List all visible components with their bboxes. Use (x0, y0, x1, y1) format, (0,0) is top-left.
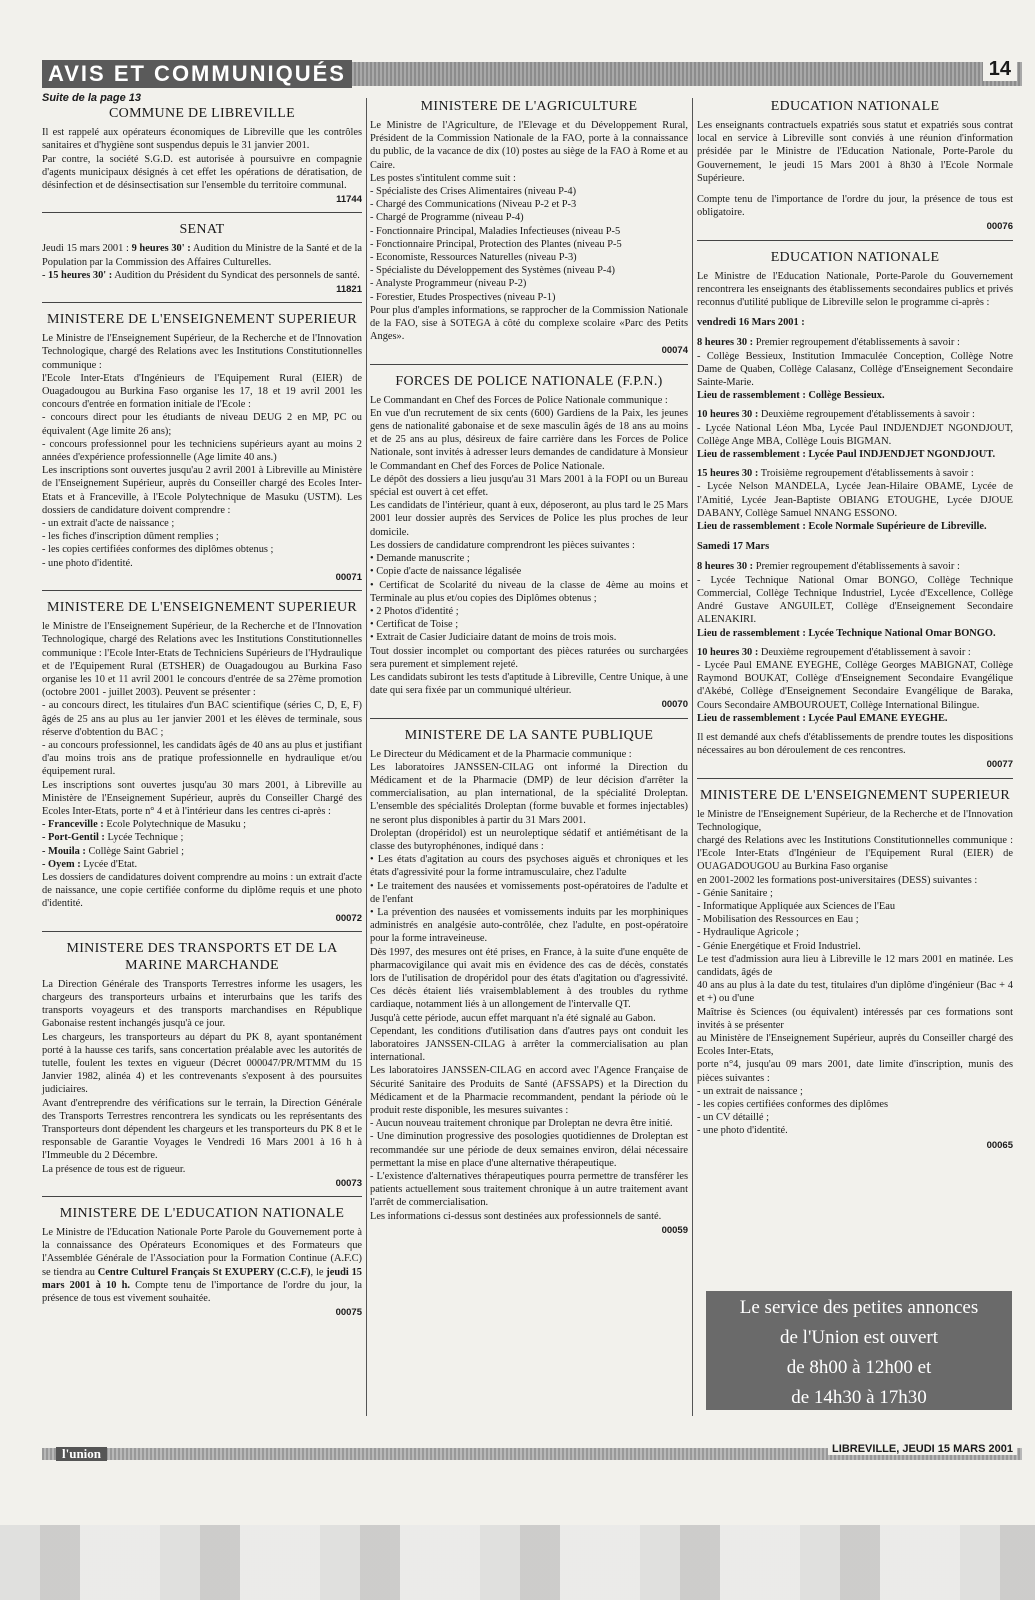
article-title: EDUCATION NATIONALE (770, 99, 940, 114)
article-text: Il est rappelé aux opérateurs économiques de Libreville que les contrôles sanitaires et d'hygiène sont suspendus depuis le 31 janvier 2001. (42, 127, 362, 152)
city: - Mouila : (42, 845, 86, 857)
centre-item (42, 858, 362, 871)
session-venue: Lieu de rassemblement : Lycée Technique National Omar BONGO. (697, 627, 996, 639)
text: Audition du Ministre de la Santé et de la Population par la Commission des Affaires Culturelles. (42, 243, 362, 268)
article-commune-libreville (42, 105, 362, 213)
article-line: - au concours professionnel, les candidats âgés de 40 ans au plus et justifiant d'au moins trois ans de pratique professionnelle en hydraulique et/ou équipement rural. (42, 739, 362, 778)
text: Le Ministre de l'Education Nationale Porte Parole du Gouvernement porte à la connaissance des Opérateurs Economiques et des Formateurs que l'Assemblée Générale de l'Association pour la Formation Continue (A.F.C) se tiendra au (42, 1227, 362, 1278)
article-line: en 2001-2002 les formations post-universitaires (DESS) suivantes : (697, 874, 978, 886)
article-title: MINISTERE DES TRANSPORTS ET DE LA MARINE MARCHANDE (66, 940, 338, 973)
article-text (42, 1226, 362, 1305)
article-line: • La prévention des nausées et vomissements induits par les morphiniques administrés en analgésie auto-contrôlée, chez l'adulte, en post-opératoire pour la forme intraveineuse. (370, 906, 688, 945)
article-line: - Hydraulique Agricole ; (697, 927, 799, 939)
article-line: - concours direct pour les étudiants de niveau DEUG 2 en MP, PC ou équivalent (Age limite 26 ans); (42, 412, 362, 437)
city: - Oyem : (42, 858, 81, 870)
article-line: porte n°4, jusqu'au 09 mars 2001, date limite d'inscription, munis des pièces suivantes : (697, 1059, 1013, 1084)
centre-item (42, 818, 362, 831)
city: - Port-Gentil : (42, 832, 105, 844)
session-venue: Lieu de rassemblement : Collège Bessieux. (697, 390, 885, 402)
session-venue: Lieu de rassemblement : Lycée Paul INDJENDJET NGONDJOUT. (697, 449, 996, 461)
session-list: - Lycée Technique National Omar BONGO, Collège Technique Commercial, Collège Technique Industriel, Lycée d'Excellence, Collège André Gustave ANGUILET, Collège d'Enseignement Secondaire ALENAKIRI. (697, 574, 1013, 626)
text: Deuxième regroupement d'établissement à savoir : (758, 646, 971, 658)
article-line: Jusqu'à cette période, aucun effet marquant n'a été signalé au Gabon. (370, 1012, 656, 1024)
text: Deuxième regroupement d'établissements à savoir : (758, 409, 975, 421)
article-title: MINISTERE DE L'ENSEIGNEMENT SUPERIEUR (699, 787, 1011, 803)
article-text (42, 242, 362, 268)
newspaper-logo: l'union (56, 1447, 107, 1461)
divider (697, 240, 1013, 241)
article-title: MINISTERE DE L'EDUCATION NATIONALE (59, 1206, 345, 1222)
divider (42, 212, 362, 213)
time: - 15 heures 30' : (42, 269, 113, 281)
article-ref: 00070 (661, 699, 688, 711)
ad-line: Le service des petites annonces (739, 1297, 979, 1318)
article-ref: 00075 (335, 1307, 362, 1319)
article-line: - Economiste, Ressources Naturelles (niveau P-3) (370, 252, 577, 264)
venue: Centre Culturel Français St EXUPERY (C.C.F) (97, 1266, 311, 1278)
time: 10 heures 30 : (697, 646, 759, 658)
school: Ecole Polytechnique de Masuku ; (103, 819, 247, 831)
divider (42, 1196, 362, 1197)
school: Lycée d'Etat. (80, 858, 138, 870)
article-line: • 2 Photos d'identité ; (370, 605, 459, 617)
school: Collège Saint Gabriel ; (85, 845, 184, 857)
article-line: Maîtrise ès Sciences (ou équivalent) intéressés par ces formations sont invités à se présenter (697, 1006, 1013, 1031)
session-list: - Lycée National Léon Mba, Lycée Paul INDJENDJET NGONDJOUT, Collège Ange MBA, Collège Louis BIGMAN. (697, 422, 1013, 447)
article-line: 40 ans au plus à la date du test, titulaires d'un diplôme d'ingénieur (Bac + 4 et +) ou d'une (697, 980, 1013, 1005)
article-line: Le dépôt des dossiers a lieu jusqu'au 31 Mars 2001 à la FOPI ou un Bureau spécial est ouvert à cet effet. (370, 473, 688, 499)
divider (42, 590, 362, 591)
article-line: - concours professionnel pour les techniciens supérieurs ayant au moins 2 années d'expérience professionnelle (Age limite 40 ans.) (42, 438, 362, 464)
article-title: EDUCATION NATIONALE (770, 249, 940, 265)
article-ref: 00074 (661, 345, 688, 357)
article-line: • Extrait de Casier Judiciaire datant de moins de trois mois. (370, 632, 617, 644)
session-time (697, 467, 1013, 480)
article-line: Le Ministre de l'Education Nationale, Porte-Parole du Gouvernement rencontrera les enseignants des établissements secondaires publics et privés reconnus d'utilité publique de Libreville selon le programme ci-après : (697, 270, 1013, 309)
article-line: Les laboratoires JANSSEN-CILAG ont informé la Direction du Médicament et de la Pharmacie (DMP) de leur décision d'arrêter la commercialisation, au plan international, de la spécialité Droleptan. L'ensemble des spécialités Droleptan (forme buvable et formes injectables) ne seront plus disponibles à partir du 31 Mars 2001. (370, 761, 688, 826)
divider (697, 778, 1013, 779)
text: Troisième regroupement d'établissements à savoir : (758, 468, 974, 480)
time: 8 heures 30 : (697, 337, 754, 349)
article-line: - Chargé des Communications (Niveau P-2 et P-3 (370, 199, 577, 211)
article-line: - un extrait de naissance ; (697, 1085, 803, 1097)
article-line: - Génie Energétique et Froid Industriel. (697, 940, 861, 952)
article-line: Tout dossier incomplet ou comportant des pièces raturées ou surchargées sera purement et simplement rejeté. (370, 645, 688, 670)
session-list: - Collège Bessieux, Institution Immaculée Conception, Collège Notre Dame de Quaben, Collège Calasanz, Collège d'Enseignement Secondaire Sainte-Marie. (697, 350, 1013, 389)
text: , le (310, 1266, 327, 1278)
article-line: - les copies certifiées conformes des diplômes (697, 1099, 889, 1110)
article-line: • Les états d'agitation au cours des psychoses aiguës et chroniques et les états d'agressivité pour la forme intramusculaire, chez l'adulte (370, 854, 688, 879)
text: Audition du Président du Syndicat des personnels de santé. (112, 269, 360, 281)
article-line: • Certificat de Scolarité du niveau de la classe de 4ème au moins et Terminale au plus et/ou copies des Diplômes obtenus ; (370, 579, 688, 604)
article-line: - Forestier, Etudes Prospectives (niveau P-1) (370, 291, 556, 303)
article-line: - Spécialiste du Développement des Systèmes (niveau P-4) (370, 265, 615, 277)
session-list: - Lycée Nelson MANDELA, Lycée Jean-Hilaire OBAME, Lycée de l'Amitié, Lycée Jean-Baptiste OBIANG ETOUGHE, Lycée DJOUE DABANY, Collège Samuel NNANG ESSONO. (697, 481, 1013, 519)
article-enseignement-superieur-eier (42, 311, 362, 591)
article-ref: 11744 (336, 194, 362, 206)
text: Premier regroupement d'établissements à savoir : (753, 561, 960, 573)
session-venue: Lieu de rassemblement : Lycée Paul EMANE EYEGHE. (697, 712, 948, 724)
article-ref: 00059 (661, 1224, 688, 1236)
divider (42, 931, 362, 932)
article-line: - Génie Sanitaire ; (697, 887, 773, 899)
article-line: Les candidats subiront les tests d'aptitude à Libreville, Centre Unique, à une date qui sera fixée par un communiqué ultérieur. (370, 671, 688, 697)
article-line: Les postes s'intitulent comme suit : (370, 172, 516, 184)
centre-item (42, 845, 362, 858)
article-line: Le test d'admission aura lieu à Libreville le 12 mars 2001 en matinée. Les candidats, âgés de (697, 953, 1013, 978)
article-enseignement-superieur-dess (697, 787, 1013, 1152)
article-line: - L'existence d'alternatives thérapeutiques pourra permettre de transférer les patients actuellement sous traitement chronique à un autre traitement avant l'arrêt de commercialisation. (370, 1171, 688, 1209)
article-enseignement-superieur-etsher (42, 599, 362, 932)
article-ref: 00065 (986, 1139, 1013, 1151)
classifieds-ad-box (706, 1291, 1012, 1410)
article-line: La Direction Générale des Transports Terrestres informe les usagers, les chargeurs des transporteurs urbains et interurbains que les tarifs des transports voyageurs et des transports marchandises en République Gabonaise restent inchangés jusqu'à ce jour. (42, 978, 362, 1030)
article-line: au Ministère de l'Enseignement Supérieur, auprès du Conseiller chargé des Ecoles Inter-Etats, (697, 1032, 1013, 1058)
article-ref: 11821 (336, 284, 362, 296)
article-ref: 00071 (335, 571, 362, 583)
article-ref: 00072 (335, 912, 362, 924)
section-title: AVIS ET COMMUNIQUÉS (42, 60, 352, 88)
article-transports (42, 940, 362, 1197)
continuation-note: Suite de la page 13 (42, 92, 142, 104)
article-title: SENAT (179, 222, 225, 238)
article-line: Le Commandant en Chef des Forces de Police Nationale communique : (370, 394, 668, 406)
article-line: Les inscriptions sont ouvertes jusqu'au 30 mars 2001, à Libreville au Ministère de l'Enseignement Supérieur, auprès du Conseiller Chargé des Ecoles Inter-Etats, porte n° 4 et à l'intérieur dans les centres ci-après : (42, 779, 362, 817)
article-line: - les copies certifiées conformes des diplômes obtenus ; (42, 544, 274, 556)
session-time (697, 560, 1013, 573)
ad-line: de 14h30 à 17h30 (791, 1387, 927, 1408)
article-police (370, 373, 688, 719)
article-line: Dès 1997, des mesures ont été prises, en France, à la suite d'une enquête de pharmacovigilance qui avait mis en évidence des cas de décès, constatés lors de l'utilisation de dropéridol pour des états d'agitation ou d'agressivité. Ces décès étaient liés vraisemblablement à des troubles du rythme cardiaque, notamment liés à un allongement de l'intervalle QT. (370, 946, 688, 1011)
article-line: Le Ministre de l'Enseignement Supérieur, de la Recherche et de l'Innovation Technologique, chargé des Relations avec les Institutions Constitutionnelles communique : (42, 333, 362, 371)
article-line: - Informatique Appliquée aux Sciences de l'Eau (697, 900, 896, 912)
article-line: l'Ecole Inter-Etats d'Ingénieurs de l'Equipement Rural (EIER) de Ouagadougou au Burkina Faso organise les 17, 18 et 19 avril 2001 les concours d'entrée en formation initiale de l'Ecole : (42, 372, 362, 411)
article-line: - les fiches d'inscription dûment remplies ; (42, 531, 219, 543)
column-right (697, 98, 1013, 1160)
article-line: Il est demandé aux chefs d'établissements de prendre toutes les dispositions nécessaires au bon déroulement de ces rencontres. (697, 731, 1013, 757)
article-line: - au concours direct, les titulaires d'un BAC scientifique (séries C, D, E, F) âgés de 25 ans au plus au 1er janvier 2001 et les élèves de terminale, sous réserve d'obtention du BAC ; (42, 700, 362, 738)
session-time (697, 646, 1013, 659)
divider (370, 364, 688, 365)
article-line: le Ministre de l'Enseignement Supérieur, de la Recherche et de l'Innovation Technologique, chargé des Relations avec les Institutions Constitutionnelles communique : l'Ecole Inter-Etats de Techniciens Supérieurs de l'Hydraulique et de l'Equipement Rural (ETSHER) de Ouagadougou au Burkina Faso organise les 10 et 11 avril 2001 le concours d'entrée de sa 27ème promotion (octobre 2001 - juillet 2003). Peuvent se présenter : (42, 621, 363, 699)
article-senat (42, 221, 362, 303)
article-ref: 00073 (335, 1177, 362, 1189)
footer-date: LIBREVILLE, JEUDI 15 MARS 2001 (828, 1443, 1017, 1455)
centre-item (42, 831, 362, 844)
session-venue: Lieu de rassemblement : Ecole Normale Supérieure de Libreville. (697, 521, 987, 533)
text: Jeudi 15 mars 2001 : (42, 243, 132, 255)
article-line: • Le traitement des nausées et vomissements post-opératoires de l'adulte et de l'enfant (370, 880, 688, 905)
article-line: La présence de tous est de rigueur. (42, 1163, 186, 1175)
article-line: • Copie d'acte de naissance légalisée (370, 566, 522, 578)
article-line: - Spécialiste des Crises Alimentaires (niveau P-4) (370, 186, 577, 198)
article-sante (370, 727, 688, 1238)
article-agriculture (370, 98, 688, 365)
article-ref: 00076 (986, 221, 1013, 233)
article-line: - une photo d'identité. (697, 1125, 788, 1137)
article-line: - Chargé de Programme (niveau P-4) (370, 212, 524, 224)
session-list: - Lycée Paul EMANE EYEGHE, Collège Georges MABIGNAT, Collège Raymond BOUKAT, Collège d'Enseignement Secondaire Evangélique d'Akébé, Collège d'Enseignement Secondaire Evangélique de Baraka, Cours Secondaire AMBOUROUET, Collège International Bilingue. (697, 659, 1013, 711)
article-line: Les dossiers de candidature comprendront les pièces suivantes : (370, 539, 635, 551)
city: - Franceville : (42, 819, 104, 831)
text: Compte tenu de l'importance de l'ordre du jour, la présence de tous est vivement souhaitée. (42, 1279, 363, 1305)
article-line: Les chargeurs, les transporteurs au départ du PK 8, ayant spontanément porté à la hausse ces tarifs, sans concertation préalable avec les autorités de tutelle, foulent les textes en vigueur (Décret 000047/PR/MTMM du 15 Janvier 1982, alinéa 4) et les contrevenants s'exposent à des poursuites judiciaires. (42, 1031, 362, 1096)
day-heading: vendredi 16 Mars 2001 : (697, 317, 805, 329)
article-line: Avant d'entreprendre des vérifications sur le terrain, la Direction Générale des Transports Terrestres rencontrera les syndicats ou les représentants des Transporteurs dont dépendent les chargeurs et les transporteurs du PK 8 et le responsable de Garantie Voyages le Vendredi 16 Mars 2001 à 16 h à l'Immeuble du 2 Décembre. (42, 1097, 362, 1162)
article-line: - Fonctionnaire Principal, Maladies Infectieuses (niveau P-5 (370, 225, 621, 237)
article-line: En vue d'un recrutement de six cents (600) Gardiens de la Paix, les jeunes gens de nationalité gabonaise et de sexe masculin âgés de 18 ans au moins et de 25 ans au plus, désireux de faire carrière dans les Forces de Police Nationale, sont invités à adresser leurs demandes de candidature à Monsieur le Commandant en Chef des Forces de Police Nationale. (370, 407, 688, 472)
scan-shadow (0, 1525, 1035, 1600)
article-line: Droleptan (dropéridol) est un neuroleptique sédatif et antiémétisant de la classe des butyrophénones, indiqué dans : (370, 827, 688, 852)
article-line: Compte tenu de l'importance de l'ordre du jour, la présence de tous est obligatoire. (697, 194, 1013, 219)
ad-line: de l'Union est ouvert (779, 1327, 939, 1348)
time: 15 heures 30 : (697, 468, 759, 480)
article-ref: 00077 (986, 759, 1013, 771)
article-line: - Fonctionnaire Principal, Protection des Plantes (niveau P-5 (370, 238, 622, 250)
article-line: le Ministre de l'Enseignement Supérieur, de la Recherche et de l'Innovation Technologique, (697, 808, 1013, 833)
article-line: Le Directeur du Médicament et de la Pharmacie communique : (370, 748, 632, 760)
article-line: Les informations ci-dessus sont destinées aux professionnels de santé. (370, 1210, 662, 1222)
article-line: - un extrait d'acte de naissance ; (42, 518, 175, 530)
session-time (697, 408, 1013, 421)
page-number: 14 (983, 58, 1017, 81)
article-education-rencontres (697, 249, 1013, 779)
article-text: Par contre, la société S.G.D. est autorisée à poursuivre en compagnie d'agents municipaux désignés à cet effet les opérations de dératisation, de désinfection et de désinsectisation sur l'ensemble du territoire communal. (42, 153, 362, 192)
article-text (42, 269, 362, 282)
day-heading: Samedi 17 Mars (697, 541, 770, 553)
article-line: Les inscriptions sont ouvertes jusqu'au 2 avril 2001 à Libreville au Ministère de l'Enseignement Supérieur, auprès du Conseiller chargé des Ecoles Inter-Etats et à Franceville, à l'Ecole Polytechnique de Masuku (USTM). Les dossiers de candidature doivent comprendre : (42, 465, 362, 516)
time: 10 heures 30 : (697, 409, 759, 421)
article-line: • Demande manuscrite ; (370, 553, 470, 565)
article-title: FORCES DE POLICE NATIONALE (F.P.N.) (395, 373, 663, 389)
session-time (697, 336, 1013, 349)
article-line: Les enseignants contractuels expatriés sous statut et expatriés sous contrat local en service à Libreville sont conviés à une réunion d'information présidée par le Ministre de l'Education Nationale, Porte-Parole du Gouvernement, le jeudi 15 Mars 2001 à 8h30 à l'Ecole Normale Supérieure. (697, 120, 1013, 184)
school: Lycée Technique ; (104, 832, 184, 844)
article-line: - Analyste Programmeur (niveau P-2) (370, 278, 527, 290)
article-education-expatries (697, 98, 1013, 241)
column-divider (366, 98, 367, 1416)
article-title: MINISTERE DE L'ENSEIGNEMENT SUPERIEUR (46, 312, 358, 328)
article-title: MINISTERE DE L'AGRICULTURE (420, 99, 638, 114)
article-line: - une photo d'identité. (42, 557, 133, 569)
article-line: - un CV détaillé ; (697, 1112, 769, 1124)
text: Premier regroupement d'établissements à savoir : (753, 337, 960, 349)
divider (42, 302, 362, 303)
article-line: Les laboratoires JANSSEN-CILAG en accord avec l'Agence Française de Sécurité Sanitaire des Produits de Santé (AFSSAPS) et la Direction du Médicament et de la Pharmacie recommandent, pendant la période où le produit reste disponible, les mesures suivantes : (370, 1065, 688, 1117)
article-title: MINISTERE DE LA SANTE PUBLIQUE (404, 727, 654, 743)
article-line: Pour plus d'amples informations, se rapprocher de la Commission Nationale de la FAO, sise à SOTEGA à côté du complexe scolaire «Parc des Petits Anges». (370, 304, 688, 343)
article-line: chargé des Relations avec les Institutions Constitutionnelles communique : l'Ecole Inter-Etats d'Ingénieur de l'Equipement Rural (EIER) de OUAGADOUGOU au Burkina Faso organise (697, 834, 1013, 873)
article-line: - Une diminution progressive des posologies quotidiennes de Droleptan est recommandée sur une période de deux semaines environ, délai nécessaire permettant la mise en place d'une alternative thérapeutique. (370, 1131, 688, 1169)
column-middle (370, 98, 688, 1245)
column-divider (692, 98, 693, 1416)
time: 9 heures 30' : (131, 243, 191, 255)
article-line: - Mobilisation des Ressources en Eau ; (697, 914, 859, 926)
column-left (42, 92, 362, 1327)
article-line: Le Ministre de l'Agriculture, de l'Elevage et du Développement Rural, Président de la Commission Nationale de la FAO, porte à la connaissance du public, de la vacance de dix (10) postes au siège de la FAO à Rome et au Caire. (370, 120, 688, 171)
article-education-nationale-afc (42, 1205, 362, 1319)
article-title: MINISTERE DE L'ENSEIGNEMENT SUPERIEUR (46, 600, 358, 616)
article-line: • Certificat de Toise ; (370, 619, 459, 631)
ad-line: de 8h00 à 12h00 et (786, 1357, 932, 1378)
article-line: Cependant, les conditions d'utilisation dans d'autres pays ont conduit les laboratoires JANSSEN-CILAG à arrêter la commercialisation au plan international. (370, 1025, 688, 1064)
date: jeudi 15 mars 2001 à 10 h. (42, 1266, 362, 1291)
article-line: Les dossiers de candidatures doivent comprendre au moins : un extrait d'acte de naissance, une copie certifiée conforme du diplôme requis et une photo d'identité. (42, 871, 362, 910)
article-line: Les candidats de l'intérieur, quant à eux, déposeront, au plus tard le 25 Mars 2001 leur dossier auprès des Services de Police les plus proches de leur domicile. (370, 500, 688, 538)
article-title: COMMUNE DE LIBREVILLE (109, 106, 295, 122)
divider (370, 718, 688, 719)
time: 8 heures 30 : (697, 561, 754, 573)
article-line: - Aucun nouveau traitement chronique par Droleptan ne devra être initié. (370, 1118, 673, 1130)
